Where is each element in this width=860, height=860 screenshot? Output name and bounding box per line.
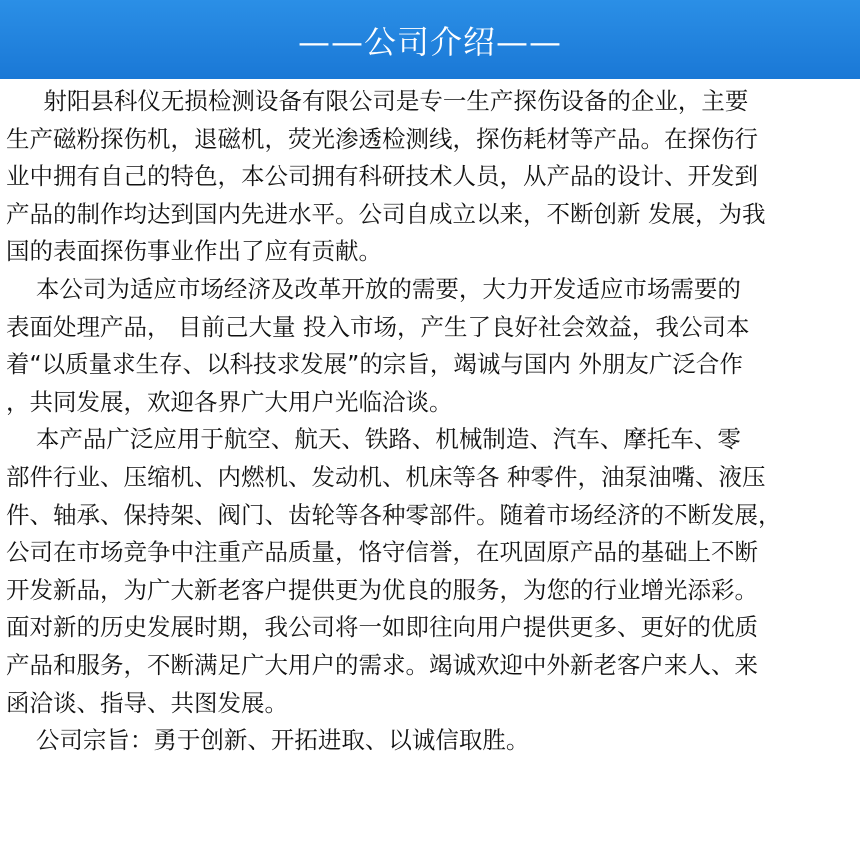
text-line: 件、轴承、保持架、阀门、齿轮等各种零部件。随着市场经济的不断发展， [6,500,782,529]
text-line: 产品的制作均达到国内先进水平。公司自成立以来，不断创新 发展，为我 [6,199,766,228]
text-line: 部件行业、压缩机、内燃机、发动机、机床等各 种零件，油泵油嘴、液压 [6,462,766,491]
text-line: 本产品广泛应用于航空、航天、铁路、机械制造、汽车、摩托车、零 [6,425,741,454]
text-line: 公司宗旨：勇于创新、开拓进取、以诚信取胜。 [6,726,530,755]
text-line: 业中拥有自己的特色，本公司拥有科研技术人员，从产品的设计、开发到 [6,162,758,191]
text-line: 表面处理产品， 目前己大量 投入市场，产生了良好社会效益，我公司本 [6,312,750,341]
text-line: 函洽谈、指导、共图发展。 [6,688,288,717]
header-banner [0,0,860,79]
text-line: 面对新的历史发展时期，我公司将一如即往向用户提供更多、更好的优质 [6,613,758,642]
text-line: 产品和服务，不断满足广大用户的需求。竭诚欢迎中外新老客户来人、来 [6,650,758,679]
text-line: 着“以质量求生存、以科技求发展”的宗旨，竭诚与国内 外朋友广泛合作 [6,350,743,379]
text-line: 开发新品，为广大新老客户提供更为优良的服务，为您的行业增光添彩。 [6,575,758,604]
text-line: 生产磁粉探伤机，退磁机，荧光渗透检测线，探伤耗材等产品。在探伤行 [6,124,758,153]
text-line: 公司在市场竞争中注重产品质量，恪守信誉，在巩固原产品的基础上不断 [6,538,758,567]
text-line: 国的表面探伤事业作出了应有贡献。 [6,237,382,266]
company-intro-text [0,79,860,760]
section-title: ——公司介绍—— [297,22,562,61]
text-line: ，共同发展，欢迎各界广大用户光临洽谈。 [6,387,453,416]
text-line: 射阳县科仪无损检测设备有限公司是专一生产探伤设备的企业，主要 [6,87,749,115]
text-line: 本公司为适应市场经济及改革开放的需要，大力开发适应市场需要的 [6,274,741,303]
